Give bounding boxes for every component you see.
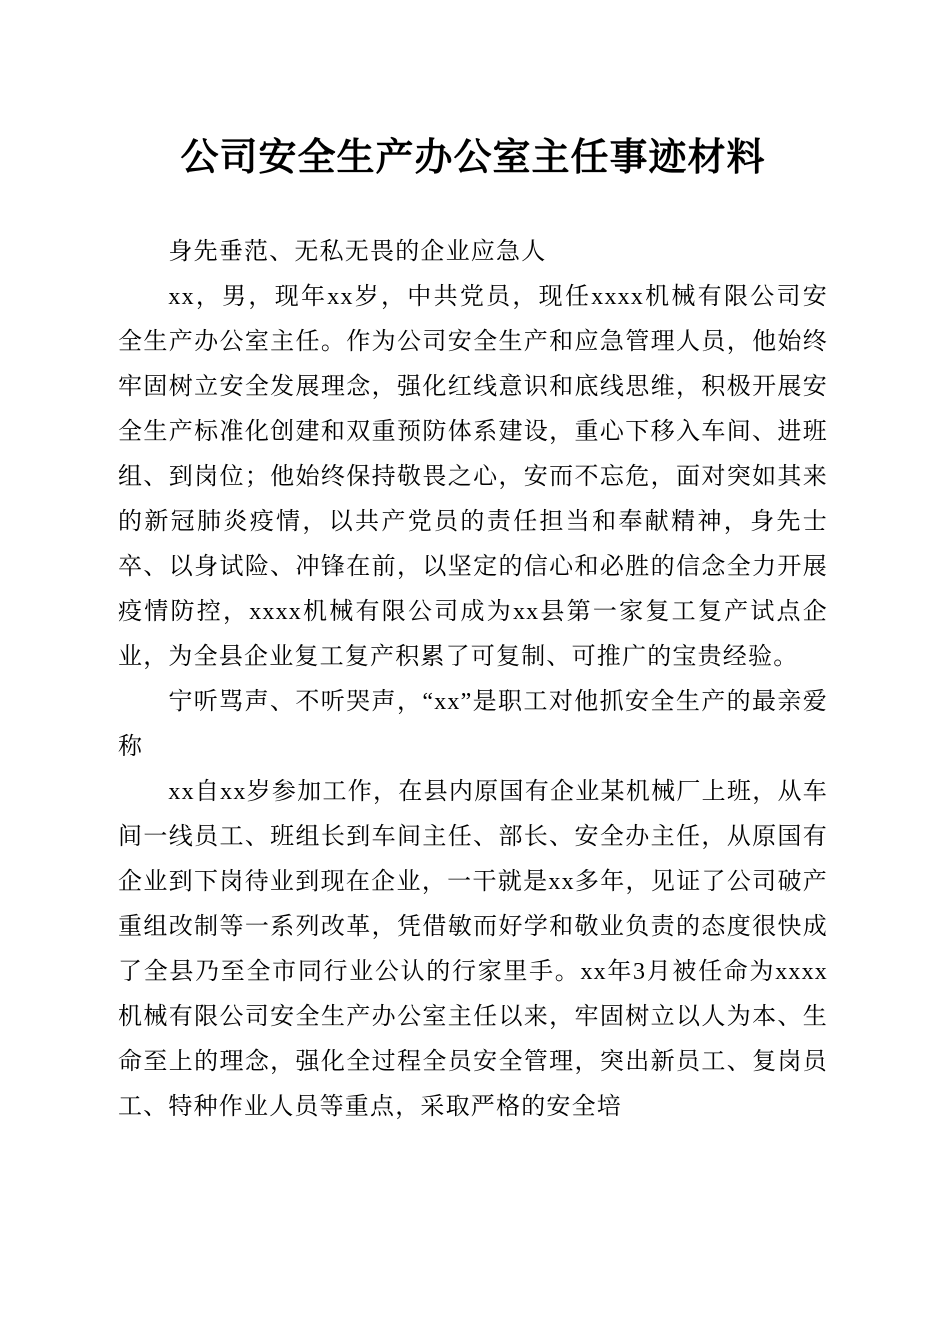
body-paragraph: xx，男，现年xx岁，中共党员，现任xxxx机械有限公司安全生产办公室主任。作为公司安全生产和应急管理人员，他始终牢固树立安全发展理念，强化红线意识和底线思维，积极开展安全生产标准化创建和双重预防体系建设，重心下移入车间、进班组、到岗位；他始终保持敬畏之心，安而不忘危，面对突如其来的新冠肺炎疫情，以共产党员的责任担当和奉献精神，身先士卒、以身试险、冲锋在前，以坚定的信心和必胜的信念全力开展疫情防控，xxxx机械有限公司成为xx县第一家复工复产试点企业，为全县企业复工复产积累了可复制、可推广的宝贵经验。	[118, 284, 828, 670]
document-title: 公司安全生产办公室主任事迹材料	[180, 137, 766, 179]
section-subtitle: 身先垂范、无私无畏的企业应急人	[168, 239, 547, 265]
section-subtitle: 宁听骂声、不听哭声，“xx”是职工对他抓安全生产的最亲爱称	[118, 689, 828, 760]
body-paragraph: xx自xx岁参加工作，在县内原国有企业某机械厂上班，从车间一线员工、班组长到车间主任、部长、安全办主任，从原国有企业到下岗待业到现在企业，一干就是xx多年，见证了公司破产重组改制等一系列改革，凭借敏而好学和敬业负责的态度很快成了全县乃至全市同行业公认的行家里手。xx年3月被任命为xxxx机械有限公司安全生产办公室主任以来，牢固树立以人为本、生命至上的理念，强化全过程全员安全管理，突出新员工、复岗员工、特种作业人员等重点，采取严格的安全培	[118, 779, 828, 1120]
